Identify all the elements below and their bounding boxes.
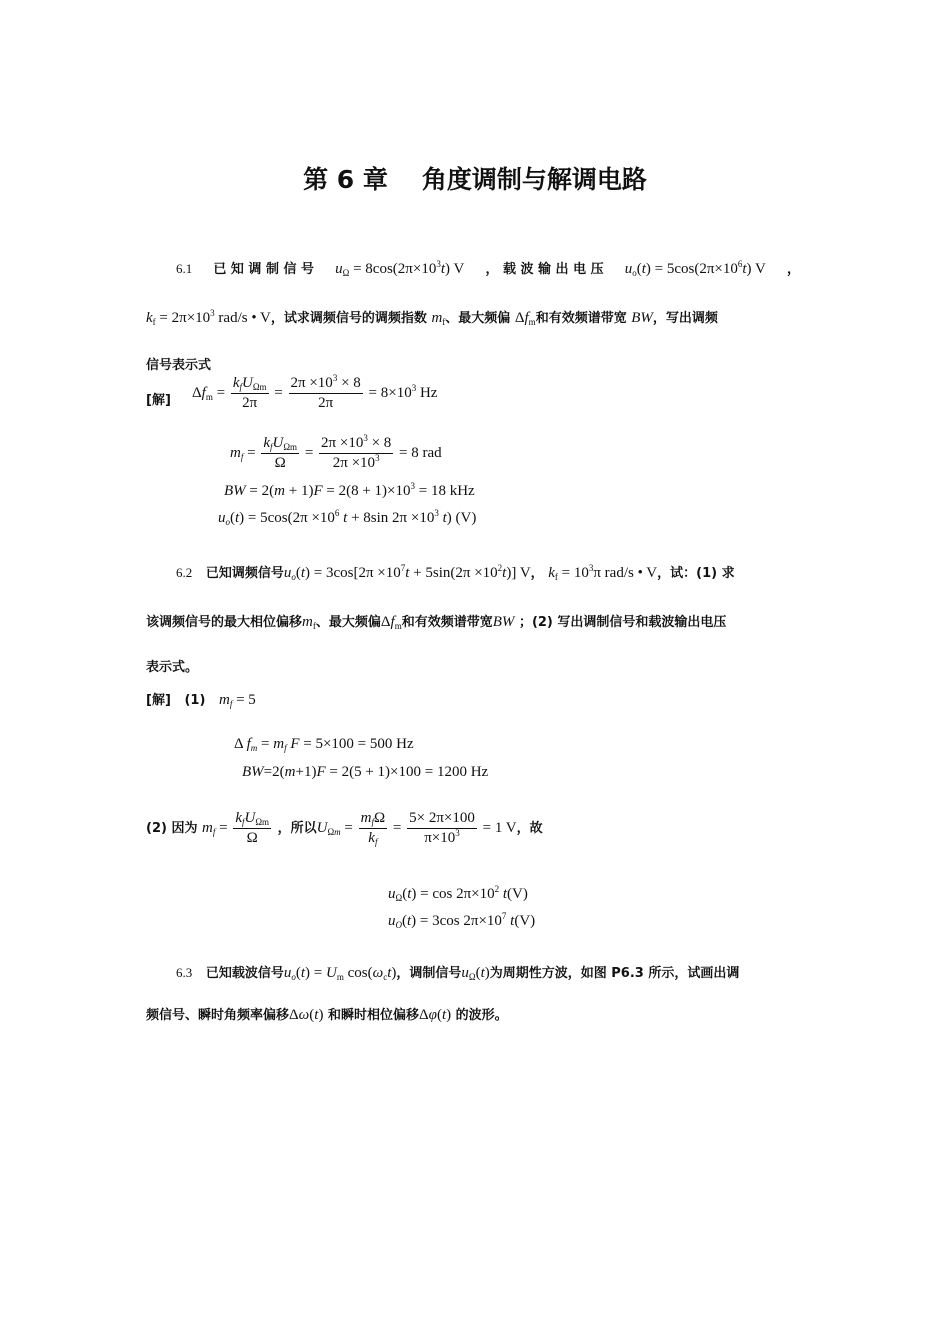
problem-number: 6.3 [176,965,193,980]
problem-number: 6.1 [176,261,193,276]
equation-delta-f-2: Δ $f_m = m_f$ F = 5×100 = 500 Hz [234,736,414,753]
problem-6-2-line-1: 6.2 已知调频信号$u_o(t) = 3\cos[2\pi \times 10^7t + 5\sin(2\pi \times 10^2t)]$ V， $k_f = 10^3\pi$ rad/s • V，试：(1) 求 [176,563,735,582]
text: 的波形。 [455,1008,508,1023]
unit: Hz [419,384,438,401]
text: 和有效频谱带宽 [401,615,493,630]
part-label: (1) [184,693,206,708]
text: ， [786,262,800,277]
value: 18 kHz [430,483,475,499]
equation-kf: $k_f = 2\pi\times 10^3$ rad/s • V [146,308,271,327]
problem-number: 6.2 [176,565,193,580]
problem-6-1-line-2: $k_f = 2\pi\times 10^3$ rad/s • V，试求调频信号的调频指数 $m_f$、最大频偏 $\Delta f_m$和有效频谱带宽 BW，写出调频 [146,308,718,327]
problem-6-3-line-1: 6.3 已知载波信号$u_o(t) = U_m$ $\cos(\omega_ct)$，调制信号$u_\Omega(t)$为周期性方波，如图 P6.3 所示，试画出调 [176,965,740,982]
equation-mf: $m_f$ = $\frac{k_fU_{\Omega m}}{\Omega}$ = $\frac{2\pi \times 10^3 \times 8}{2\pi \times 10^3}$ = 8 rad [230,433,442,471]
solution-label: [解] [146,693,171,708]
text: 已 知 调 制 信 号 [213,262,315,277]
problem-6-1-line-3: 信号表示式 [146,358,212,373]
text: ， 载 波 输 出 电 压 [485,262,604,277]
solution-label: [解] [146,393,171,408]
problem-6-2-line-2: 该调频信号的最大相位偏移$m_f$、最大频偏$\Delta f_m$和有效频谱带宽BW ；(2) 写出调制信号和载波输出电压 [146,614,727,631]
text: 、最大频偏 [445,311,511,326]
equation-u-omega-result: $u_\Omega(t) = \cos 2\pi\times 10^2$ t(V) [388,884,528,903]
text: ，故 [516,820,543,836]
text: 频信号、瞬时角频率偏移 [146,1008,290,1023]
text: ，所以 [277,820,317,836]
value: 8 rad [411,444,442,461]
text: ；(2) 写出调制信号和载波输出电压 [518,615,727,630]
text: ，调制信号 [396,966,462,981]
text: ，试求调频信号的调频指数 [270,311,427,326]
equation-delta-f: $\Delta f_m$ = $\frac{k_fU_{\Omega m}}{2\pi}$ = $\frac{2\pi \times 10^3 \times 8}{2\pi}$ = $8\times 10^3$ Hz [192,373,438,411]
text: 和瞬时相位偏移 [327,1008,419,1023]
text: ，写出调频 [652,311,718,326]
text: 该调频信号的最大相位偏移 [146,615,303,630]
equation-bw: BW = $2(m + 1)F = 2(8 + 1)\times 10^3 = 18$ kHz [224,481,475,499]
value: = 5 [236,692,256,708]
chapter-name: 角度调制与解调电路 [421,165,647,194]
problem-6-1-line-1 [176,258,800,278]
text: 、最大频偏 [315,615,381,630]
equation-uo-result-2: $u_O(t) = 3\cos$ $2\pi\times 10^7$ t(V) [388,911,536,930]
solution-6-2-part2: (2) 因为 $m_f$ = $\frac{k_fU_{\Omega m}}{\Omega}$ ，所以$U_{\Omega m}$ = $\frac{m_f\Omega}{k_f}$ = $\frac{5\times 2\pi\times 100}{\pi\times 10^3}$ = 1 V，故 [146,810,543,847]
text: 已知调频信号 [205,566,284,581]
value: 8×10 [380,384,412,401]
text: 已知载波信号 [205,966,284,981]
text: 为周期性方波，如图 P6.3 所示，试画出调 [489,966,740,981]
solution-6-2-part1: [解] (1) $m_f = 5$ [146,692,256,709]
equation-uo-result: $u_o(t) = 5\cos(2\pi \times 10^6$ t + 8sin $2\pi \times 10^3$ t) (V) [218,508,477,527]
problem-6-2-line-3: 表示式。 [146,660,199,675]
text: ，试：(1) 求 [657,566,735,581]
text: 和有效频谱带宽 [535,311,627,326]
part-label: (2) 因为 [146,820,198,836]
equation-u-omega: $u_\Omega = 8\cos(2\pi\times 10^3t)$ V [335,259,465,278]
chapter-number: 第 6 章 [303,165,388,194]
equation-u-o: $u_o(t) = 5\cos(2\pi\times 10^6t)$ V [624,259,766,278]
problem-6-3-line-2: 频信号、瞬时角频率偏移Δω(t) 和瞬时相位偏移Δφ(t) 的波形。 [146,1007,508,1023]
text: ， [530,566,544,581]
chapter-title [0,160,950,196]
equation-bw-2: BW=2(m+1)F = 2(5 + 1)×100 = 1200 Hz [242,764,489,780]
